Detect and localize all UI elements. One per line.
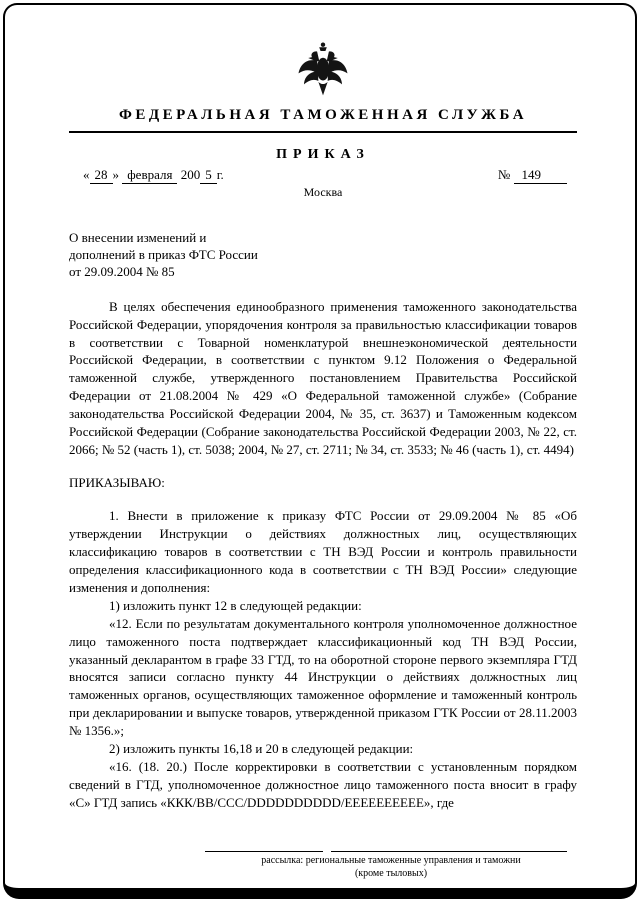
doc-type-title: ПРИКАЗ [276, 147, 370, 162]
quote-close: » [112, 167, 119, 182]
document-page [3, 3, 637, 899]
preamble-paragraph: В целях обеспечения единообразного применения таможенного законодательства Российской Федерации, упорядочения контроля за правильностью классификации товаров в соответствии с Товарной номенклатурой внешнеэкономической деятельности Российской Федерации, в соответствии с пунктом 9.12 Положения о Федеральной таможенной службе, утвержденного постановлением Правительства Российской Федерации от 21.08.2004 № 429 «О Федеральной таможенной службе» (Собрание законодательства Российской Федерации 2004, № 35, ст. 3637) и Таможенным кодексом Российской Федерации (Собрание законодательства Российской Федерации 2003, № 22, ст. 2066; № 52 (часть 1), ст. 5038; 2004, № 27, ст. 2711; № 34, ст. 3533; № 46 (часть 1), ст. 4494) [69, 298, 577, 458]
document-body [69, 298, 577, 812]
doc-date-month: февраля [122, 167, 177, 184]
doc-date-year-digit: 5 [200, 167, 217, 184]
doc-city: Москва [303, 185, 343, 199]
footer-rule-row [205, 851, 577, 852]
org-name: ФЕДЕРАЛЬНАЯ ТАМОЖЕННАЯ СЛУЖБА [118, 107, 528, 123]
distribution-note [205, 851, 577, 880]
item-1-paragraph: 1. Внести в приложение к приказу ФТС России от 29.09.2004 № 85 «Об утверждении Инструкции о действиях должностных лиц, осуществляющих классификацию товаров в соответствии с ТН ВЭД России и контроль правильности определения классификационного кода в соответствии с ТН ВЭД России» следующие изменения и дополнения: [69, 508, 577, 595]
footer-rule-segment [205, 851, 323, 852]
subject-line: от 29.09.2004 № 85 [69, 263, 175, 279]
doc-number-value: 149 [514, 167, 568, 184]
doc-number [498, 167, 567, 184]
distribution-line: (кроме тыловых) [354, 868, 428, 879]
doc-date-day: 28 [90, 167, 113, 184]
distribution-line: рассылка: региональные таможенные управления и таможни [261, 855, 521, 866]
doc-date [83, 167, 224, 184]
coat-of-arms-icon [296, 39, 350, 101]
doc-number-label: № [497, 167, 511, 182]
subject-block [69, 230, 577, 281]
quote-12-paragraph: «12. Если по результатам документального контроля уполномоченное должностное лицо таможенного поста подтверждает классификационный код ТН ВЭД России, указанный декларантом в графе 33 ГТД, то на оборотной стороне первого экземпляра ГТД вносятся записи согласно пункту 44 Инструкции о действиях должностных лиц таможенных органов, осуществляющих таможенное оформление и таможенный контроль при декларировании и выпуске товаров, утвержденной приказом ГТК России от 28.11.2003 № 1356.»; [69, 615, 577, 739]
quote-16-paragraph: «16. (18. 20.) После корректировки в соответствии с установленным порядком сведений в ГТД, уполномоченное должностное лицо таможенного поста вносит в графу «С» ГТД запись «ККК/ВВ/ССС/DDDDDDDDDD/ЕЕЕЕЕЕЕЕЕЕ», где [69, 759, 577, 811]
quote-open: « [83, 167, 90, 182]
doc-date-year-suffix: г. [216, 167, 224, 182]
subitem-1-line: 1) изложить пункт 12 в следующей редакции: [109, 597, 362, 613]
doc-date-year-prefix: 200 [180, 167, 201, 182]
subject-line: О внесении изменений и [69, 230, 207, 245]
subitem-2-line: 2) изложить пункты 16,18 и 20 в следующей редакции: [109, 741, 414, 757]
order-word: ПРИКАЗЫВАЮ: [69, 475, 165, 491]
subject-line: дополнений в приказ ФТС России [69, 246, 258, 262]
footer-rule-segment [331, 851, 567, 852]
meta-row [69, 167, 577, 184]
header-divider [69, 131, 577, 133]
